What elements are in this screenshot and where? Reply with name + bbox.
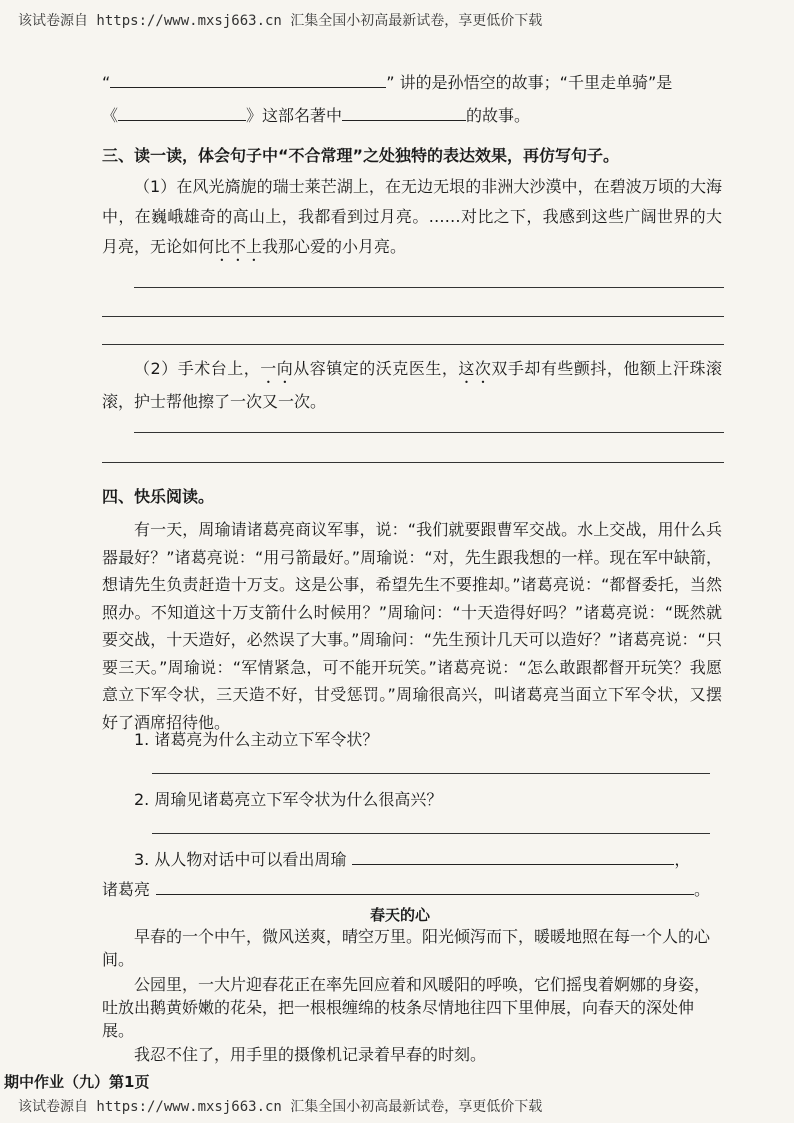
answer-line-q1[interactable] [152, 773, 710, 774]
question-1: 1. 诸葛亮为什么主动立下军令状？ [134, 730, 379, 749]
fill-in-text-1: ” 讲的是孙悟空的故事；“千里走单骑”是 [386, 73, 673, 92]
answer-line-3-2a[interactable] [134, 432, 724, 433]
section-3-item-2 [102, 354, 722, 417]
blank-3[interactable] [342, 119, 466, 121]
answer-line-3-1b[interactable] [102, 316, 724, 317]
answer-line-3-1c[interactable] [102, 344, 724, 345]
item-1-emphasis: 比不上 [214, 237, 263, 256]
page-footer: 期中作业（九）第1页 [4, 1073, 150, 1091]
watermark-bottom: 该试卷源自 https://www.mxsj663.cn 汇集全国小初高最新试卷，享更低价下载 [18, 1099, 543, 1115]
section-3-heading: 三、读一读，体会句子中“不合常理”之处独特的表达效果，再仿写句子。 [102, 146, 620, 165]
question-3-line-2 [102, 877, 710, 900]
fill-in-line-2 [102, 103, 530, 126]
section-4-heading: 四、快乐阅读。 [102, 487, 215, 506]
question-3-text-b: 诸葛亮 [102, 880, 151, 899]
blank-2[interactable] [118, 119, 246, 121]
item-1-text-end: 我那心爱的小月亮。 [262, 237, 407, 256]
section-3-item-1 [102, 172, 722, 265]
item-2-emphasis-1: 一向 [260, 359, 294, 378]
question-3-end: 。 [694, 880, 711, 899]
question-3 [134, 847, 690, 870]
answer-line-3-2b[interactable] [102, 462, 724, 463]
quote-open: “ [102, 73, 111, 92]
fill-in-line-1 [102, 70, 672, 93]
item-1-text: （1）在风光旖旎的瑞士莱芒湖上，在无边无垠的非洲大沙漠中，在碧波万顷的大海中，在巍峨雄奇的高山上，我都看到过月亮。……对比之下，我感到这些广阔世界的大月亮，无论如何 [102, 177, 722, 256]
item-2-emphasis-2: 这次 [458, 359, 492, 378]
fill-in-text-2: 》这部名著中 [246, 106, 343, 125]
answer-line-3-1a[interactable] [134, 287, 724, 288]
question-3-comma: ， [674, 850, 691, 869]
story-paragraph-3: 我忍不住了，用手里的摄像机记录着早春的时刻。 [134, 1045, 487, 1064]
question-3-text: 3. 从人物对话中可以看出周瑜 [134, 850, 347, 869]
fill-in-text-3: 的故事。 [466, 106, 531, 125]
item-2-text-c: 双手却有些颤抖，他额上汗珠滚滚，护士帮他擦了一次又一次。 [102, 359, 722, 411]
blank-1[interactable] [110, 86, 386, 88]
item-2-text-a: （2）手术台上， [134, 359, 261, 378]
story-paragraph-2: 公园里，一大片迎春花正在率先回应着和风暖阳的呼唤，它们摇曳着婀娜的身姿，吐放出鹅黄娇嫩的花朵，把一根根缠绵的枝条尽情地往四下里伸展，向春天的深处伸展。 [102, 975, 711, 1040]
story-paragraph-1: 早春的一个中午，微风送爽，晴空万里。阳光倾泻而下，暖暖地照在每一个人的心间。 [102, 927, 711, 969]
story-title: 春天的心 [370, 906, 431, 924]
answer-line-q2[interactable] [152, 833, 710, 834]
reading-passage: 有一天，周瑜请诸葛亮商议军事，说：“我们就要跟曹军交战。水上交战，用什么兵器最好？”诸葛亮说：“用弓箭最好。”周瑜说：“对，先生跟我想的一样。现在军中缺箭，想请先生负责赶造十万支。这是公事，希望先生不要推却。”诸葛亮说：“都督委托，当然照办。不知道这十万支箭什么时候用？”周瑜问：“十天造得好吗？”诸葛亮说：“既然就要交战，十天造好，必然误了大事。”周瑜问：“先生预计几天可以造好？”诸葛亮说：“只要三天。”周瑜说：“军情紧急，可不能开玩笑。”诸葛亮说：“怎么敢跟都督开玩笑？我愿意立下军令状，三天造不好，甘受惩罚。”周瑜很高兴，叫诸葛亮当面立下军令状，又摆好了酒席招待他。 [102, 520, 722, 732]
blank-q3a[interactable] [352, 863, 674, 865]
item-2-text-b: 从容镇定的沃克医生， [293, 359, 459, 378]
blank-q3b[interactable] [156, 893, 694, 895]
book-mark-open: 《 [102, 106, 119, 125]
question-2: 2. 周瑜见诸葛亮立下军令状为什么很高兴？ [134, 790, 443, 809]
watermark-top: 该试卷源自 https://www.mxsj663.cn 汇集全国小初高最新试卷，享更低价下载 [18, 13, 543, 29]
